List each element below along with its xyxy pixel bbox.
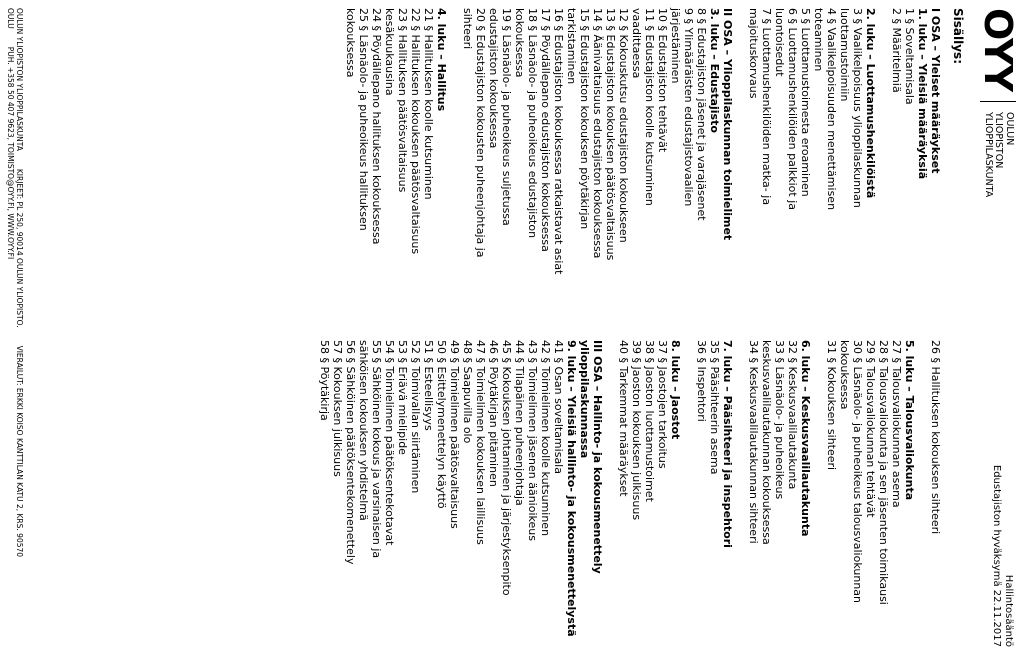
toc-entry: keskusvaalilautakunnan kokouksessa [760,340,773,545]
toc-entry: 33 § Läsnäolo- ja puheoikeus [773,340,786,500]
toc-entry: 28 § Talousvaliokunta ja sen jäsenten toimikausi [877,340,890,605]
toc-entry: 46 § Pöytäkirjan pitäminen [487,340,500,487]
toc-entry: 42 § Toimielimen koolle kutsuminen [539,340,552,537]
footer-phone: PUH. +358 50 407 9623, TOIMISTO@OYY.FI, WWW.OYY.FI [6,46,15,260]
spacer [916,340,929,650]
toc-entry: 37 § Jaostojen tarkoitus [656,340,669,469]
toc-entry: kokouksessa [513,8,526,78]
footer-org: OULUN YLIOPISTON YLIOPPILASKUNTA [15,8,24,151]
toc-heading: 5. luku – Talousvaliokunta [903,340,916,501]
toc-entry: 39 § Jaoston kokouksen julkisuus [630,340,643,521]
toc-entry: 51 § Esteellisyys [422,340,435,431]
document-type: Hallintosääntö [1003,574,1014,647]
toc-entry: 21 § Hallituksen koolle kutsuminen [422,8,435,200]
toc-entry: 19 § Läsnäolo- ja puheoikeus suljetussa [500,8,513,226]
footer-mail: KIRJEET: PL 250, 90014 OULUN YLIOPISTO. [15,168,24,328]
page-footer [6,8,24,653]
spacer [812,340,825,650]
toc-entry: 31 § Kokouksen sihteeri [825,340,838,471]
logo-mark: OYY [976,8,1020,91]
toc-entry: 6 § Luottamushenkilöiden palkkiot ja [786,8,799,211]
toc-heading: 8. luku – Jaostot [669,340,682,440]
toc-heading: II OSA – Ylioppilaskunnan toimielimet [721,8,734,241]
toc-entry: 18 § Läsnäolo- ja puheoikeus edustajiston [526,8,539,239]
toc-entry: 14 § Äänivaltaisuus edustajiston kokouksessa [591,8,604,259]
toc-entry: 53 § Eriävä mielipide [396,340,409,455]
toc-entry: 26 § Hallituksen kokouksen sihteeri [929,340,942,535]
toc-entry: 7 § Luottamushenkilöiden matka- ja [760,8,773,206]
toc-entry: 43 § Toimielimen jäsenen äänioikeus [526,340,539,541]
toc-entry: 20 § Edustajiston kokousten puheenjohtaja ja [474,8,487,258]
toc-heading: 4. luku – Hallitus [435,8,448,112]
toc-heading: ylioppilaskunnassa [578,340,591,459]
toc-entry: järjestäminen [669,8,682,84]
toc-entry: majoituskorvaus [747,8,760,99]
toc-entry: 45 § Kokouksen johtaminen ja järjestyksenpito [500,340,513,596]
toc-entry: 58 § Pöytäkirja [318,340,331,421]
toc-entry: 50 § Esittelymenettelyn käyttö [435,340,448,509]
toc-heading: 9. luku – Yleisiä hallinto- ja kokousmenettelystä [565,340,578,637]
toc-heading: III OSA – Hallinto- ja kokousmenettely [591,340,604,574]
toc-entry: 22 § Hallituksen kokouksen päätösvaltaisuus [409,8,422,255]
toc-entry: 9 § Ylimääräisten edustajistovaalien [682,8,695,207]
toc-entry: 23 § Hallituksen päätösvaltaisuus [396,8,409,193]
oyy-logo [978,8,1018,197]
toc-title: Sisällys: [951,8,965,64]
toc-entry: 25 § Läsnäolo- ja puheoikeus hallituksen [357,8,370,231]
footer-visit: VIERAILUT: ERKKI KOISO KANTTILAN KATU 2, KRS. 90570 [15,345,24,558]
toc-heading: 3. luku – Edustajisto [708,8,721,133]
toc-entry: 2 § Määritelmiä [890,8,903,93]
logo-text [982,112,1014,197]
toc-right-column [318,340,942,650]
toc-entry: 34 § Keskusvaalilautakunnan sihteeri [747,340,760,544]
toc-heading: 1. luku – Yleisiä määräyksiä [916,8,929,180]
toc-entry: luontoisedut [773,8,786,77]
toc-entry: 17 § Pöydällepano edustajiston kokouksessa [539,8,552,252]
toc-entry: 15 § Edustajiston kokouksen pöytäkirjan [578,8,591,230]
toc-entry: luottamustoimiin [838,8,851,102]
footer-city: OULU [6,8,15,29]
toc-entry: 8 § Edustajiston jäsenet ja varajäsenet [695,8,708,221]
toc-entry: 40 § Tarkemmat määräykset [617,340,630,497]
spacer [734,8,747,318]
toc-heading: 6. luku – Keskusvaalilautakunta [799,340,812,537]
spacer [682,340,695,650]
toc-entry: 35 § Pääsihteerin asema [708,340,721,475]
spacer [734,340,747,650]
spacer [604,340,617,650]
logo-text-line: YLIOPISTON [993,111,1005,169]
toc-entry: edustajiston kokouksessa [487,8,500,149]
spacer [877,8,890,318]
toc-entry: 32 § Keskusvaalilautakunta [786,340,799,490]
toc-entry: 12 § Kokouskutsu edustajiston kokoukseen [617,8,630,243]
toc-entry: sihteeri [461,8,474,50]
toc-entry: 55 § Sähköinen kokous ja varsinaisen ja [370,340,383,559]
toc-entry: 5 § Luottamustoimesta eroaminen [799,8,812,197]
toc-entry: 3 § Vaalikelpoisuus ylioppilaskunnan [851,8,864,208]
document-header [990,465,1014,647]
toc-entry: toteaminen [812,8,825,72]
toc-entry: 56 § Sähköinen päätöksentekomenettely [344,340,357,565]
toc-entry: 10 § Edustajiston tehtävät [656,8,669,153]
toc-entry: 30 § Läsnäolo- ja puheoikeus talousvaliokunnan [851,340,864,604]
toc-entry: 4 § Vaalikelpoisuuden menettämisen [825,8,838,211]
toc-entry: 24 § Pöydällepano hallituksen kokouksessa [370,8,383,245]
toc-entry: 54 § Toimielimen päätöksentekotavat [383,340,396,546]
toc-entry: 52 § Toimivallan siirtäminen [409,340,422,494]
toc-entry: 36 § Inspehtori [695,340,708,422]
toc-entry: 47 § Toimielimen kokouksen laillisuus [474,340,487,545]
toc-entry: 48 § Saapuvilla olo [461,340,474,444]
toc-entry: 38 § Jaoston luottamustoimet [643,340,656,502]
toc-entry: vaadittaessa [630,8,643,79]
toc-entry: 27 § Talousvaliokunnan asema [890,340,903,508]
toc-entry: 44 § Tilapäinen puheenjohtaja [513,340,526,506]
toc-heading: I OSA – Yleiset määräykset [929,8,942,174]
toc-entry: 41 § Osan soveltamisala [552,340,565,474]
toc-heading: 7. luku – Pääsihteeri ja inspehtori [721,340,734,548]
toc-entry: kesäkuukausina [383,8,396,96]
approval-date: Edustajiston hyväksymä 22.11.2017 [991,464,1002,647]
toc-entry: kokouksessa [344,8,357,78]
toc-entry: tarkistaminen [565,8,578,85]
toc-entry: sähköisen kokouksen yhdistelmä [357,340,370,521]
toc-left-column [344,8,942,318]
toc-heading: 2. luku – Luottamushenkilöistä [864,8,877,199]
logo-text-line: OULUN [1003,111,1015,146]
toc-entry: 1 § Soveltamisala [903,8,916,105]
toc-entry: 13 § Edustajiston kokouksen päätösvaltaisuus [604,8,617,261]
toc-entry: 11 § Edustajiston koolle kutsuminen [643,8,656,206]
logo-divider [980,101,1016,102]
toc-entry: 57 § Kokouksen julkisuus [331,340,344,477]
toc-entry: kokouksessa [838,340,851,410]
spacer [448,8,461,318]
toc-entry: 16 § Edustajiston kokouksessa ratkaistavat asiat [552,8,565,275]
toc-entry: 29 § Talousvaliokunnan tehtävät [864,340,877,518]
logo-text-line: YLIOPPILASKUNTA [982,111,994,198]
toc-entry: 49 § Toimielimen päätösvaltaisuus [448,340,461,529]
